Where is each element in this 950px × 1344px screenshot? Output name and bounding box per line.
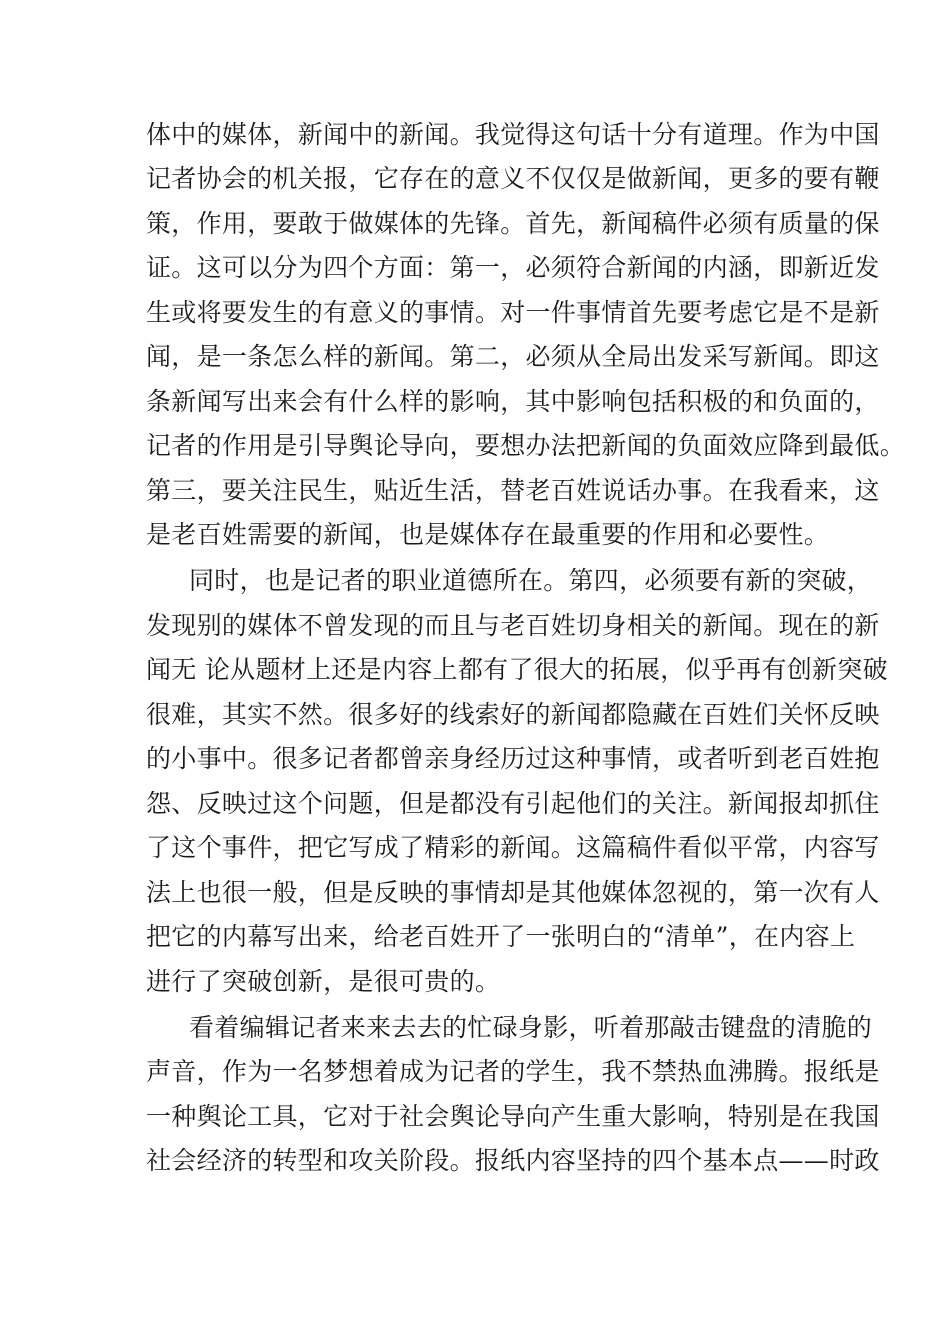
text-line: 法上也很一般，但是反映的事情却是其他媒体忽视的，第一次有人 bbox=[146, 878, 880, 907]
text-line: 了这个事件，把它写成了精彩的新闻。这篇稿件看似平常，内容写 bbox=[146, 833, 880, 862]
text-line: 社会经济的转型和攻关阶段。报纸内容坚持的四个基本点——时政 bbox=[146, 1146, 880, 1175]
text-line: 发现别的媒体不曾发现的而且与老百姓切身相关的新闻。现在的新 bbox=[146, 611, 880, 640]
text-line: 闻，是一条怎么样的新闻。第二，必须从全局出发采写新闻。即这 bbox=[146, 342, 880, 371]
text-line: 条新闻写出来会有什么样的影响，其中影响包括积极的和负面的， bbox=[146, 387, 880, 416]
text-line: 记者的作用是引导舆论导向，要想办法把新闻的负面效应降到最低。 bbox=[146, 431, 906, 460]
text-line: 证。这可以分为四个方面：第一，必须符合新闻的内涵，即新近发 bbox=[146, 253, 880, 282]
text-line: 一种舆论工具，它对于社会舆论导向产生重大影响，特别是在我国 bbox=[146, 1102, 880, 1131]
text-line: 把它的内幕写出来，给老百姓开了一张明白的“清单”，在内容上 bbox=[146, 922, 856, 951]
text-line: 体中的媒体，新闻中的新闻。我觉得这句话十分有道理。作为中国 bbox=[146, 120, 880, 149]
text-line: 策，作用，要敢于做媒体的先锋。首先，新闻稿件必须有质量的保 bbox=[146, 209, 880, 238]
text-line: 记者协会的机关报，它存在的意义不仅仅是做新闻，更多的要有鞭 bbox=[146, 164, 880, 193]
text-line: 进行了突破创新，是很可贵的。 bbox=[146, 967, 501, 996]
text-line: 的小事中。很多记者都曾亲身经历过这种事情，或者听到老百姓抱 bbox=[146, 744, 880, 773]
text-line: 闻无 论从题材上还是内容上都有了很大的拓展，似乎再有创新突破 bbox=[146, 655, 888, 684]
text-line: 怨、反映过这个问题，但是都没有引起他们的关注。新闻报却抓住 bbox=[146, 789, 880, 818]
text-line: 同时，也是记者的职业道德所在。第四，必须要有新的突破， bbox=[189, 566, 873, 595]
text-line: 很难，其实不然。很多好的线索好的新闻都隐藏在百姓们关怀反映 bbox=[146, 700, 880, 729]
text-line: 第三，要关注民生，贴近生活，替老百姓说话办事。在我看来，这 bbox=[146, 476, 880, 505]
text-line: 看着编辑记者来来去去的忙碌身影，听着那敲击键盘的清脆的 bbox=[189, 1013, 873, 1042]
text-line: 生或将要发生的有意义的事情。对一件事情首先要考虑它是不是新 bbox=[146, 298, 880, 327]
text-line: 声音，作为一名梦想着成为记者的学生，我不禁热血沸腾。报纸是 bbox=[146, 1057, 880, 1086]
text-line: 是老百姓需要的新闻，也是媒体存在最重要的作用和必要性。 bbox=[146, 520, 830, 549]
